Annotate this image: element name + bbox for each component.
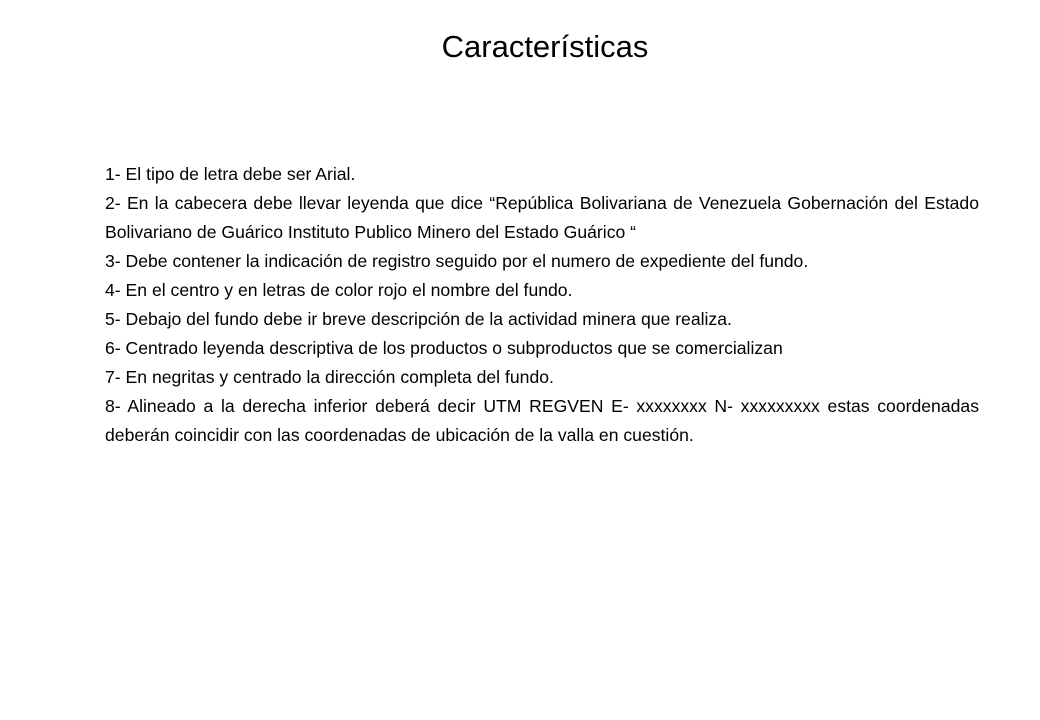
- list-item: 5- Debajo del fundo debe ir breve descripción de la actividad minera que realiza.: [105, 309, 732, 329]
- list-item: 2- En la cabecera debe llevar leyenda que dice “República Bolivariana de Venezuela Gobernación del Estado Bolivariano de Guárico Instituto Publico Minero del Estado Guárico “: [105, 193, 979, 242]
- list-item: 3- Debe contener la indicación de registro seguido por el numero de expediente del fundo.: [105, 251, 809, 271]
- characteristics-list: [105, 160, 979, 450]
- slide-title: Características: [441, 29, 649, 64]
- list-item: 6- Centrado leyenda descriptiva de los productos o subproductos que se comercializan: [105, 338, 783, 358]
- list-item: 8- Alineado a la derecha inferior deberá decir UTM REGVEN E- xxxxxxxx N- xxxxxxxxx estas coordenadas deberán coincidir con las coordenadas de ubicación de la valla en cuestión.: [105, 396, 979, 445]
- list-item: 1- El tipo de letra debe ser Arial.: [105, 164, 356, 184]
- list-item: 7- En negritas y centrado la dirección completa del fundo.: [105, 367, 554, 387]
- list-item: 4- En el centro y en letras de color rojo el nombre del fundo.: [105, 280, 573, 300]
